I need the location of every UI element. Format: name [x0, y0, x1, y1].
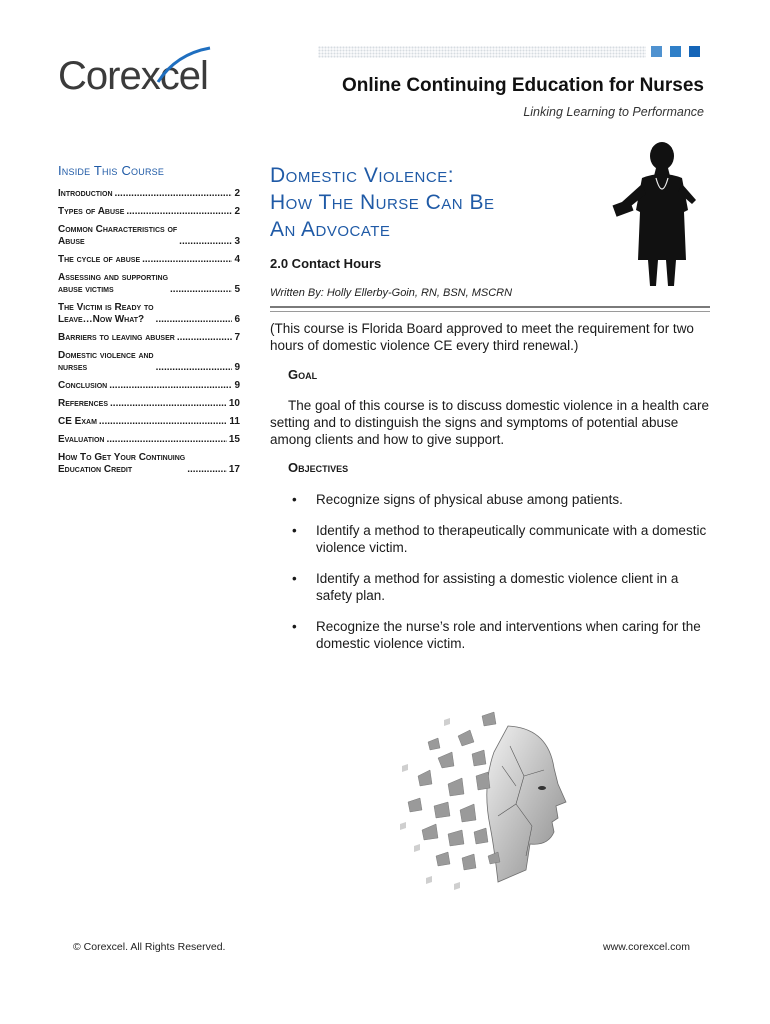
- toc-item: Types of Abuse ..... 2: [58, 206, 240, 218]
- toc-item: Assessing and supporting abuse victims ..... 5: [58, 272, 240, 296]
- toc-item: How To Get Your Continuing Education Credit ..... 17: [58, 452, 240, 476]
- accent-square-2: [670, 46, 681, 57]
- objectives-heading: Objectives: [288, 460, 349, 475]
- toc-item: Common Characteristics of Abuse ..... 3: [58, 224, 240, 248]
- footer-website-link[interactable]: www.corexcel.com: [603, 941, 690, 953]
- list-item: • Identify a method to therapeutically communicate with a domestic violence victim.: [292, 523, 707, 555]
- footer-copyright: © Corexcel. All Rights Reserved.: [73, 941, 226, 953]
- table-of-contents: [58, 188, 240, 482]
- accent-square-3: [689, 46, 700, 57]
- objectives-list: [288, 491, 708, 666]
- course-title: [270, 162, 600, 243]
- header-dot-band: [318, 46, 646, 58]
- corexcel-logo: [58, 46, 228, 102]
- course-title-line: An Advocate: [270, 218, 391, 241]
- list-item: • Recognize the nurse’s role and interventions when caring for the domestic violence victim.: [292, 619, 701, 651]
- toc-item: The Victim is Ready to Leave…Now What? ..... 6: [58, 302, 240, 326]
- toc-heading: Inside This Course: [58, 163, 165, 178]
- course-title-line: Domestic Violence:: [270, 164, 455, 187]
- bullet-icon: •: [292, 492, 297, 507]
- contact-hours: 2.0 Contact Hours: [270, 256, 382, 271]
- accent-square-1: [651, 46, 662, 57]
- course-title-line: How The Nurse Can Be: [270, 191, 495, 214]
- divider: [270, 311, 710, 312]
- goal-heading: Goal: [288, 367, 318, 382]
- toc-item: CE Exam ..... 11: [58, 416, 240, 428]
- header-tagline: Linking Learning to Performance: [523, 105, 704, 119]
- logo-swoosh-icon: [154, 46, 214, 86]
- list-item: • Recognize signs of physical abuse among patients.: [292, 492, 623, 507]
- florida-approval-note: (This course is Florida Board approved to meet the requirement for two hours of domestic violence CE every third renewal.): [270, 321, 694, 353]
- goal-text: The goal of this course is to discuss domestic violence in a health care setting and to distinguish the signs and symptoms of potential abuse among clients and how to give support.: [270, 398, 709, 447]
- bullet-icon: •: [292, 571, 297, 586]
- bullet-icon: •: [292, 619, 297, 634]
- divider: [270, 306, 710, 308]
- toc-item: References ..... 10: [58, 398, 240, 410]
- toc-item: Barriers to leaving abuser ..... 7: [58, 332, 240, 344]
- header-title: Online Continuing Education for Nurses: [341, 75, 704, 96]
- author-line: Written By: Holly Ellerby-Goin, RN, BSN, MSCRN: [270, 287, 513, 299]
- toc-item: Conclusion ..... 9: [58, 380, 240, 392]
- toc-item: The cycle of abuse ..... 4: [58, 254, 240, 266]
- shattered-head-illustration: [398, 706, 574, 900]
- nurse-silhouette-icon: [612, 140, 712, 290]
- toc-item: Domestic violence and nurses ..... 9: [58, 350, 240, 374]
- bullet-icon: •: [292, 523, 297, 538]
- toc-item: Introduction ..... 2: [58, 188, 240, 200]
- toc-item: Evaluation ..... 15: [58, 434, 240, 446]
- logo-text: Corexcel: [58, 54, 208, 98]
- list-item: • Identify a method for assisting a domestic violence client in a safety plan.: [292, 571, 679, 603]
